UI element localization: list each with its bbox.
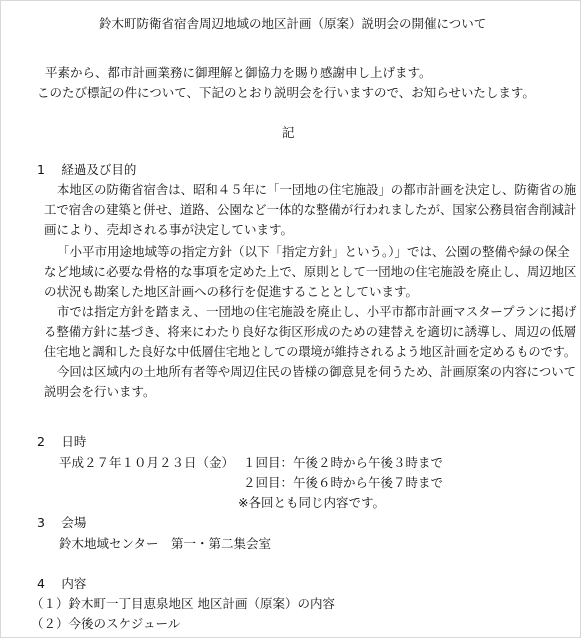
section1-line: など地域に必要な骨格的な事項を定めた上で、原則として一団地の住宅施設を廃止し、周辺地区 xyxy=(44,264,577,279)
section1-line: 本地区の防衛省宿舎は、昭和４５年に「一団地の住宅施設」の都市計画を決定し、防衛省の施 xyxy=(57,182,577,197)
session-1-time: １回目：午後２時から午後３時まで xyxy=(243,455,444,470)
greeting-line-2: このたび標記の件について、下記のとおり説明会を行いますので、お知らせいたします。 xyxy=(37,85,535,100)
section2-heading: 2 日時 xyxy=(37,434,87,449)
event-date: 平成２７年１０月２３日（金） xyxy=(59,455,235,470)
section1-line: 説明会を行います。 xyxy=(44,384,156,399)
document-title: 鈴木町防衛省宿舎周辺地域の地区計画（原案）説明会の開催について xyxy=(99,16,487,31)
section4-heading: 4 内容 xyxy=(37,576,87,591)
section1-line: 「小平市用途地域等の指定方針（以下「指定方針」という。）」では、公園の整備や緑の保全 xyxy=(57,244,570,259)
section1-heading: 1 経過及び目的 xyxy=(37,162,137,177)
section1-line: 画により、売却される事が決定しています。 xyxy=(44,222,294,237)
venue: 鈴木地域センター 第一・第二集会室 xyxy=(59,536,272,551)
section1-line: る整備方針に基づき、将来にわたり良好な街区形成のための建替えを適切に誘導し、周辺の低層 xyxy=(44,324,577,339)
section1-line: 住宅地と調和した良好な中低層住宅地としての環境が維持されるよう地区計画を定めるものです。 xyxy=(44,344,576,359)
content-item-2: （２）今後のスケジュール xyxy=(31,616,181,631)
section1-line: 今回は区域内の土地所有者等や周辺住民の皆様の御意見を伺うため、計画原案の内容について xyxy=(57,364,577,379)
content-item-1: （１）鈴木町一丁目恵泉地区 地区計画（原案）の内容 xyxy=(31,596,335,611)
ki-heading: 記 xyxy=(282,125,295,140)
section3-heading: 3 会場 xyxy=(37,515,87,530)
section1-line: 市では指定方針を踏まえ、一団地の住宅施設を廃止し、小平市都市計画マスタープランに掲げ xyxy=(57,304,577,319)
section1-line: の状況も勘案した地区計画への移行を促進することとしています。 xyxy=(44,284,419,299)
session-2-time: ２回目：午後６時から午後７時まで xyxy=(243,475,444,490)
section1-line: 工で宿舎の建築と併せ、道路、公園など一体的な整備が行われましたが、国家公務員宿舎削減計 xyxy=(44,202,577,217)
greeting-line-1: 平素から、都市計画業務に御理解と御協力を賜り感謝申し上げます。 xyxy=(45,65,432,80)
session-note: ※各回とも同じ内容です。 xyxy=(238,495,385,510)
